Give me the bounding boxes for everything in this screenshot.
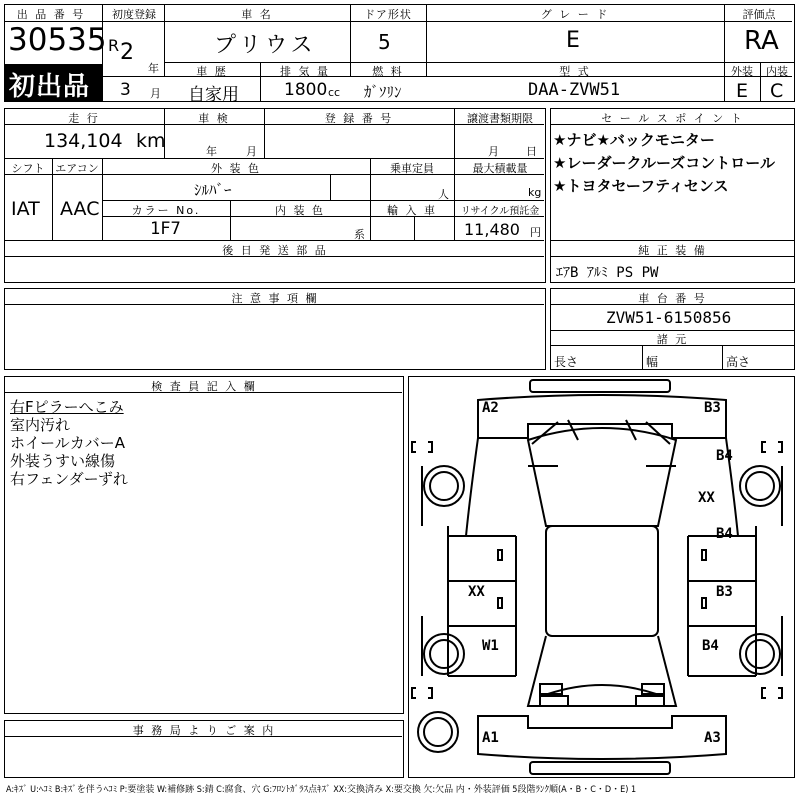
equipment-label: 純 正 装 備: [638, 244, 707, 257]
reg-label: 初度登録: [112, 8, 156, 21]
inspector-label: 検 査 員 記 入 欄: [151, 380, 257, 393]
lot-number-label: 出 品 番 号: [16, 8, 86, 21]
reg-no-label: 登 録 番 号: [324, 112, 394, 125]
interior-label: 内装: [766, 65, 788, 78]
shift-label: シフト: [11, 162, 45, 175]
exterior-score: E: [736, 80, 749, 102]
later-parts-label: 後 日 発 送 部 品: [222, 244, 328, 257]
mark-a2: A2: [482, 400, 499, 416]
ext-color-label: 外 装 色: [211, 162, 261, 175]
sales-point-2: ★レーダークルーズコントロール: [553, 154, 775, 172]
color-no: 1F7: [150, 219, 181, 239]
transfer-month: 月: [488, 145, 499, 158]
history: 自家用: [188, 85, 239, 105]
score-label: 評価点: [742, 8, 776, 21]
dims-label: 諸 元: [656, 333, 689, 346]
mark-b4-3: B4: [702, 638, 719, 654]
mark-b4-2: B4: [716, 526, 733, 542]
year-unit: 年: [148, 62, 159, 75]
grade: E: [566, 28, 580, 53]
inspector-line-2: 室内汚れ: [10, 416, 71, 434]
ac: AAC: [60, 198, 100, 220]
load-label: 最大積載量: [472, 162, 528, 175]
mark-b3-top: B3: [704, 400, 721, 416]
inspector-line-1: 右Fピラーへこみ: [10, 398, 124, 416]
car-name: プリウス: [214, 33, 317, 58]
score: RA: [744, 26, 779, 56]
int-color-unit: 系: [354, 228, 365, 241]
fuel: ｶﾞｿﾘﾝ: [364, 83, 402, 101]
import-label: 輸 入 車: [387, 204, 437, 217]
exterior-label: 外装: [731, 65, 753, 78]
chassis-label: 車 台 番 号: [638, 292, 707, 305]
ext-color: ｼﾙﾊﾞｰ: [194, 181, 232, 199]
era: R: [108, 36, 120, 55]
inspector-line-4: 外装うすい線傷: [10, 452, 116, 470]
mark-w1: W1: [482, 638, 499, 654]
lot-number: 30535: [8, 22, 107, 58]
capacity-unit: 人: [438, 188, 449, 201]
mileage-label: 走 行: [68, 112, 100, 125]
doors: 5: [378, 30, 391, 54]
legend: A:ｷｽﾞ U:ﾍｺﾐ B:ｷｽﾞを伴うﾍｺﾐ P:要塗装 W:補修跡 S:錆 C:腐食、穴 G:ﾌﾛﾝﾄｶﾞﾗｽ点ｷｽﾞ XX:交換済み X:要交換 欠:欠品 内・外装評価 5段階ﾗﾝｸ順(A・B・C・D・E) 1: [6, 785, 637, 795]
length-label: 長さ: [554, 355, 579, 369]
width-label: 幅: [646, 355, 659, 369]
mark-b4-1: B4: [716, 448, 733, 464]
recycle-unit: 円: [530, 226, 541, 239]
model: DAA-ZVW51: [528, 80, 621, 100]
month-unit: 月: [150, 87, 161, 100]
car-diagram: [408, 376, 795, 778]
ac-label: エアコン: [55, 162, 99, 175]
displacement-unit: cc: [328, 86, 341, 99]
inspection-month-unit: 月: [246, 145, 257, 158]
mark-a3: A3: [704, 730, 721, 746]
sales-point-3: ★トヨタセーフティセンス: [553, 177, 729, 195]
color-no-label: カラー No.: [131, 204, 201, 217]
inspection-label: 車 検: [198, 112, 230, 125]
model-label: 型 式: [559, 65, 591, 78]
int-color-label: 内 装 色: [275, 204, 325, 217]
capacity-label: 乗車定員: [390, 162, 434, 175]
load-unit: kg: [528, 186, 542, 199]
office-label: 事 務 局 よ り ご 案 内: [132, 724, 276, 737]
displacement: 1800: [284, 80, 328, 100]
reg-month: 3: [120, 80, 131, 100]
transfer-label: 譲渡書類期限: [467, 112, 533, 125]
chassis-number: ZVW51-6150856: [606, 308, 732, 327]
reg-year: 2: [120, 40, 134, 65]
transfer-day: 日: [526, 145, 537, 158]
mark-a1: A1: [482, 730, 499, 746]
first-listing-text: 初出品: [9, 72, 91, 102]
doors-label: ドア形状: [364, 8, 412, 21]
equipment: ｴｱB ｱﾙﾐ PS PW: [556, 265, 659, 281]
sales-point-1: ★ナビ★バックモニター: [553, 131, 715, 149]
notes-label: 注 意 事 項 欄: [231, 292, 319, 305]
displacement-label: 排 気 量: [280, 65, 330, 78]
inspector-line-5: 右フェンダーずれ: [10, 470, 128, 488]
mileage: 134,104: [44, 130, 123, 152]
car-name-label: 車 名: [241, 8, 273, 21]
recycle-label: リサイクル預託金: [460, 206, 540, 217]
history-label: 車 歴: [196, 65, 228, 78]
sales-label: セ ー ル ス ポ イ ン ト: [601, 112, 744, 125]
grade-label: グ レ ー ド: [540, 8, 610, 21]
inspection-year-unit: 年: [206, 145, 217, 158]
mileage-unit: km: [136, 130, 166, 152]
shift: IAT: [11, 198, 40, 220]
inspector-line-3: ホイールカバーA: [10, 434, 125, 452]
mark-xx-left: XX: [468, 584, 485, 600]
recycle: 11,480: [464, 220, 520, 239]
mark-b3-2: B3: [716, 584, 733, 600]
interior-score: C: [770, 80, 784, 102]
height-label: 高さ: [726, 355, 751, 369]
fuel-label: 燃 料: [372, 65, 404, 78]
mark-xx-right: XX: [698, 490, 715, 506]
